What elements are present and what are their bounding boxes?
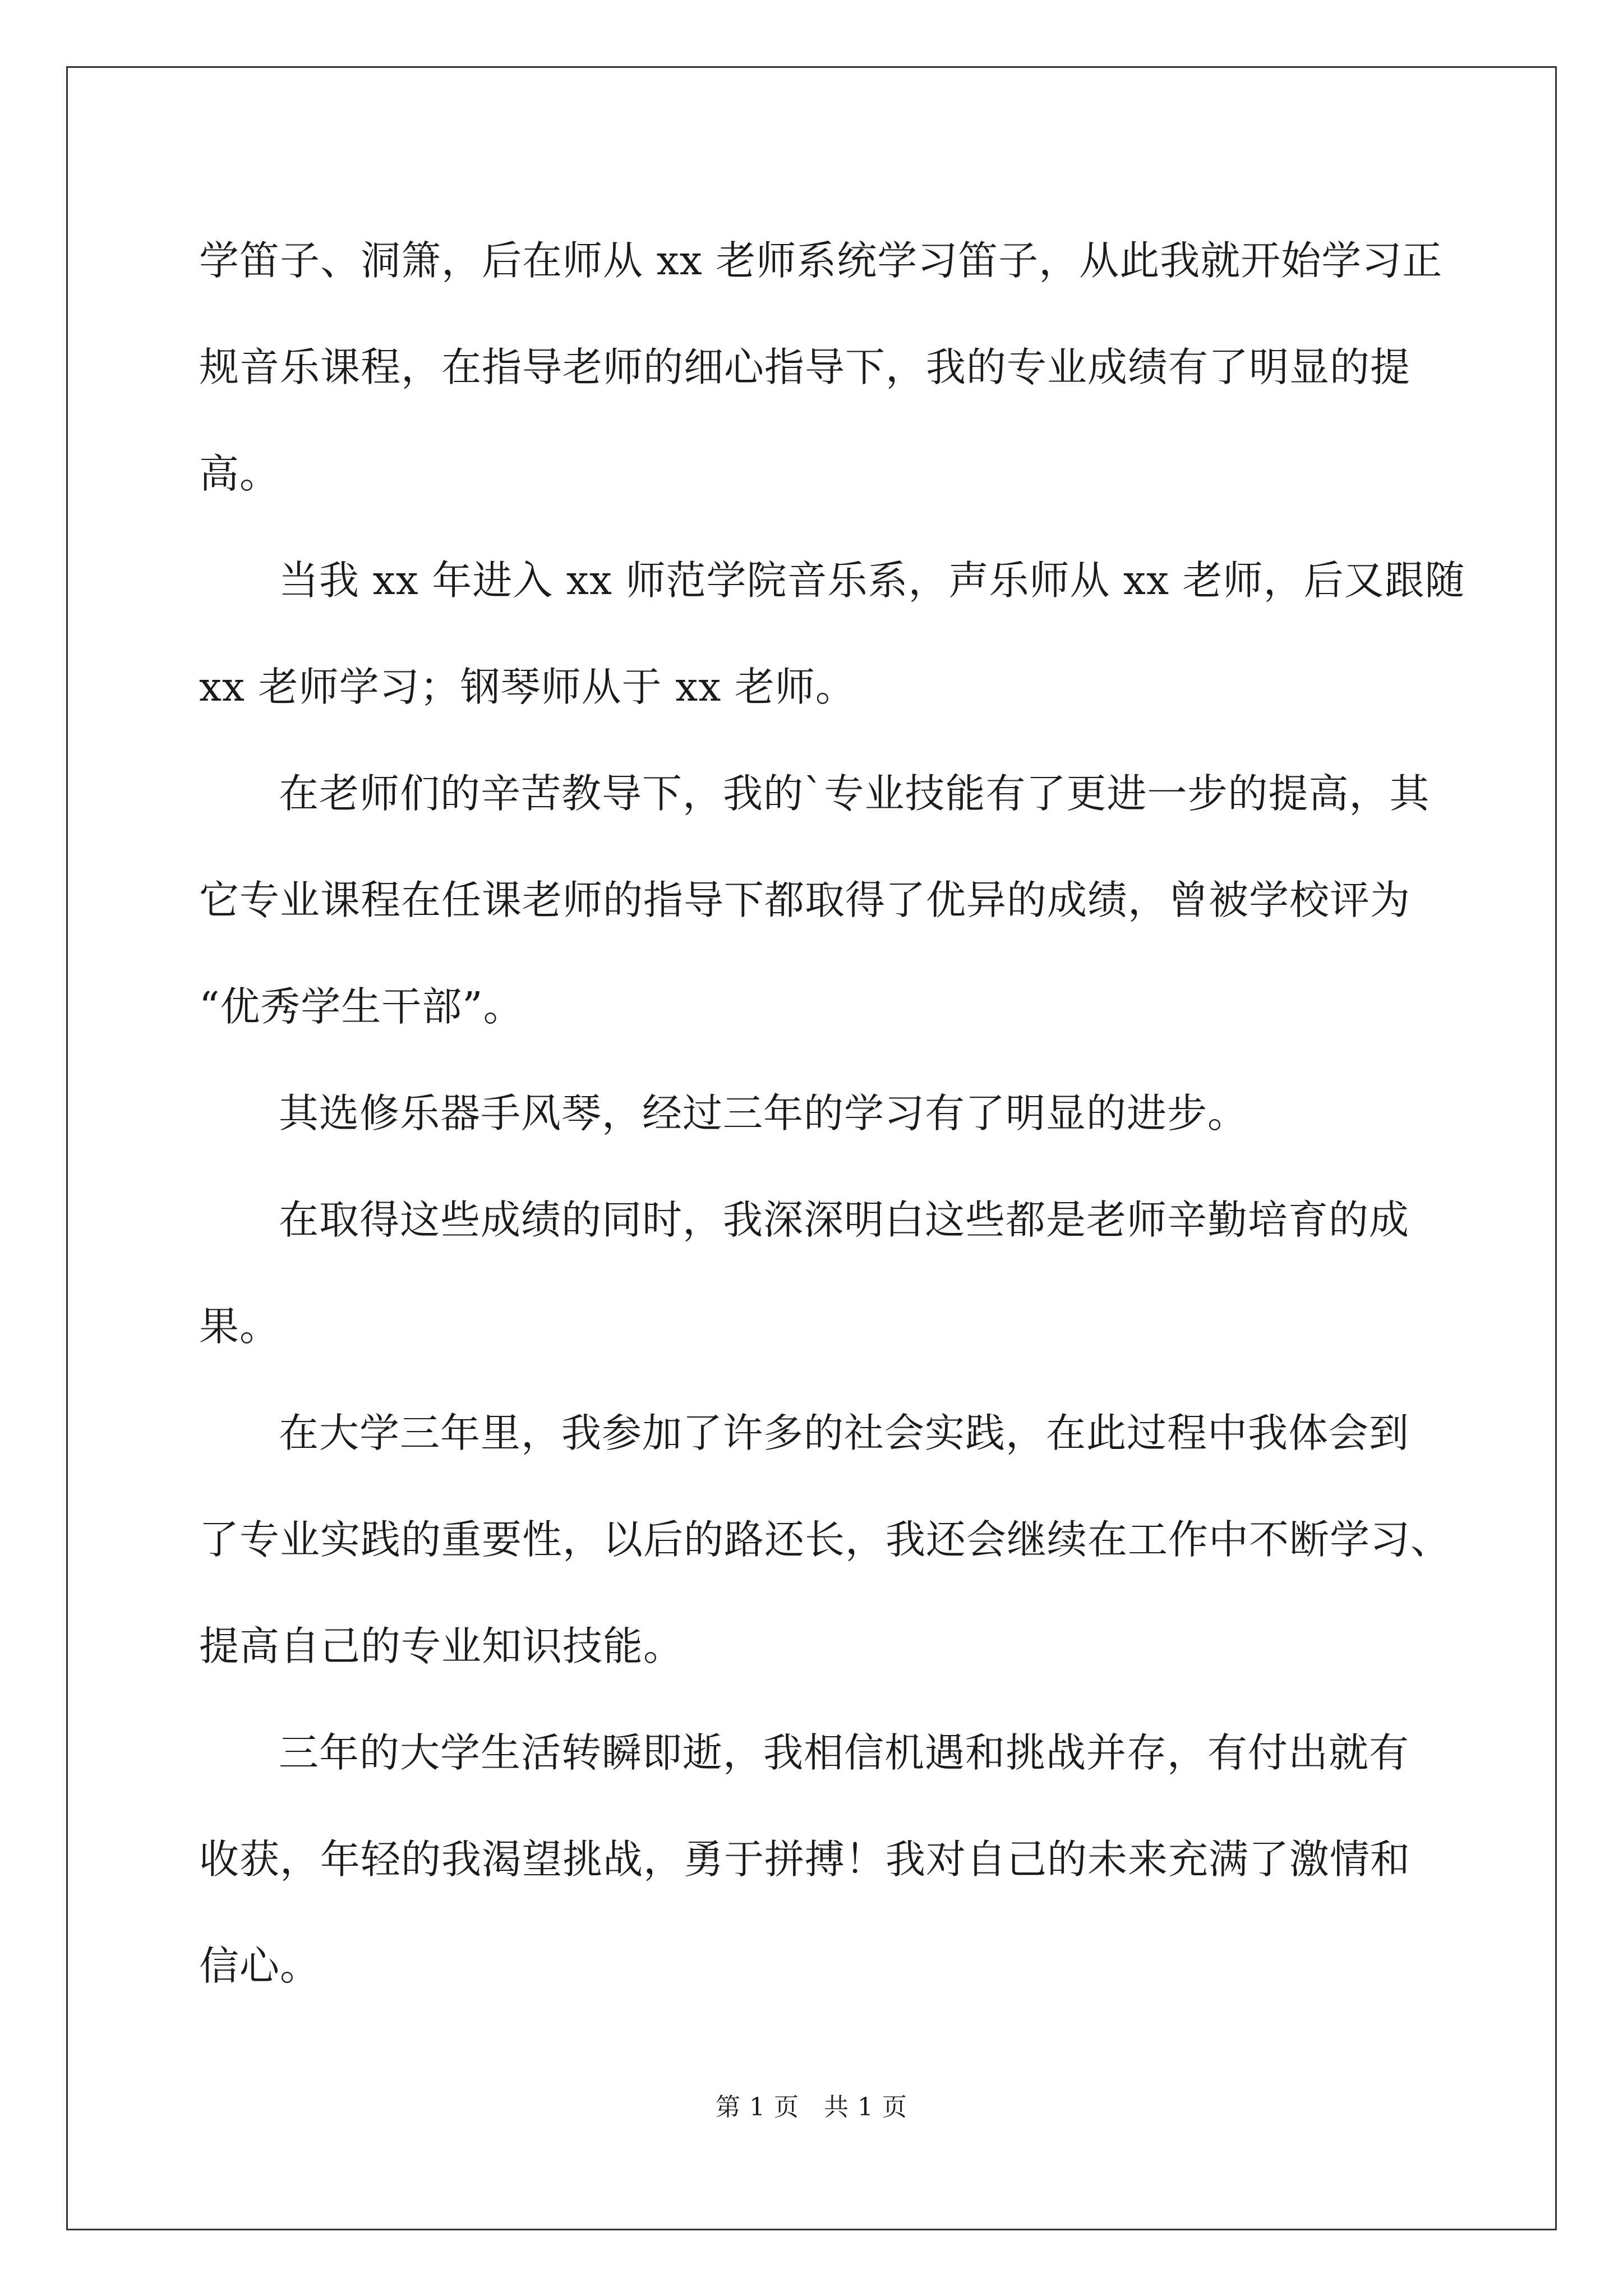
text-line: “优秀学生干部”。 — [199, 983, 524, 1030]
paragraph-4 — [199, 1060, 1455, 1167]
page-footer — [0, 2087, 1623, 2123]
text-line: 高。 — [199, 450, 280, 497]
paragraph-7 — [199, 1700, 1455, 2019]
paragraph-1 — [199, 208, 1455, 527]
text-line: 学笛子、洞箫，后在师从 xx 老师系统学习笛子，从此我就开始学习正 — [199, 237, 1443, 284]
text-line: 在取得这些成绩的同时，我深深明白这些都是老师辛勤培育的成 — [279, 1197, 1410, 1243]
text-line: 信心。 — [199, 1943, 321, 1989]
text-line: xx 老师学习；钢琴师从于 xx 老师。 — [199, 664, 856, 710]
page-number: 第 1 页 — [716, 2093, 799, 2122]
text-line: 它专业课程在任课老师的指导下都取得了优异的成绩，曾被学校评为 — [199, 877, 1411, 923]
text-line: 提高自己的专业知识技能。 — [199, 1623, 684, 1669]
document-body — [199, 208, 1465, 2019]
paragraph-5 — [199, 1167, 1455, 1380]
paragraph-2 — [199, 527, 1465, 740]
text-line: 果。 — [199, 1303, 280, 1350]
text-line: 收获，年轻的我渴望挑战，勇于拼搏！我对自己的未来充满了激情和 — [199, 1836, 1411, 1883]
paragraph-6 — [199, 1380, 1455, 1700]
text-line: 三年的大学生活转瞬即逝，我相信机遇和挑战并存，有付出就有 — [279, 1729, 1410, 1776]
text-line: 当我 xx 年进入 xx 师范学院音乐系，声乐师从 xx 老师，后又跟随 — [279, 557, 1465, 604]
text-line: 规音乐课程，在指导老师的细心指导下，我的专业成绩有了明显的提 — [199, 344, 1411, 390]
text-line: 在大学三年里，我参加了许多的社会实践，在此过程中我体会到 — [279, 1410, 1410, 1456]
text-line: 了专业实践的重要性，以后的路还长，我还会继续在工作中不断学习、 — [199, 1516, 1451, 1563]
paragraph-3 — [199, 740, 1455, 1060]
page-total: 共 1 页 — [824, 2093, 907, 2122]
text-line: 其选修乐器手风琴，经过三年的学习有了明显的进步。 — [279, 1090, 1248, 1137]
text-line: 在老师们的辛苦教导下，我的`专业技能有了更进一步的提高，其 — [279, 770, 1430, 817]
